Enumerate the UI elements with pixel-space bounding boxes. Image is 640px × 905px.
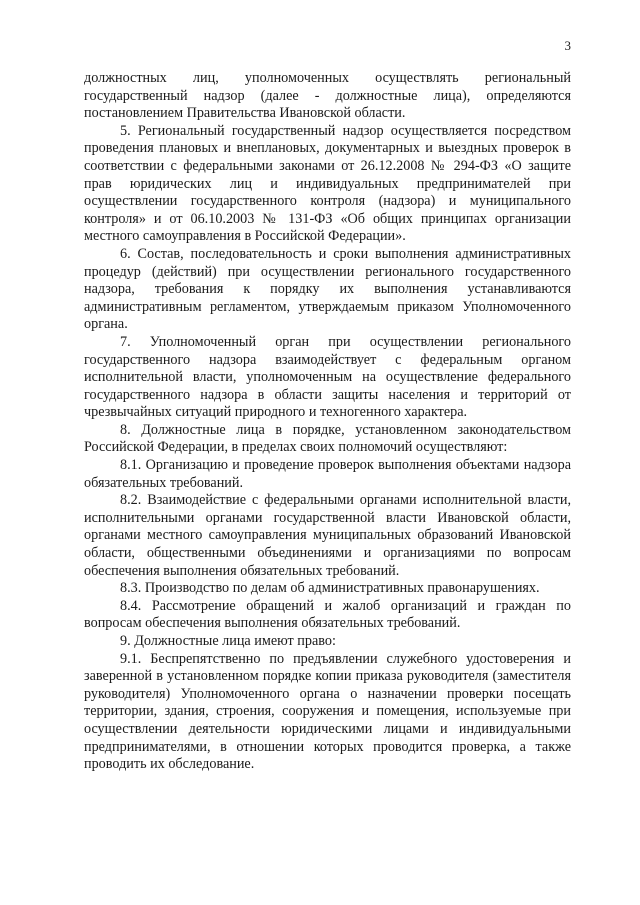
paragraph-9-1: 9.1. Беспрепятственно по предъявлении служебного удостоверения и заверенной в установленном порядке копии приказа руководителя (заместителя руководителя) Уполномоченного органа о назначении проверки посещать территории, здания, строения, сооружения и помещения, используемые при осуществлении деятельности юридическими лицами и индивидуальными предпринимателями, в отношении которых проводится проверка, а также проводить их обследование. (84, 650, 571, 773)
paragraph-8-4: 8.4. Рассмотрение обращений и жалоб организаций и граждан по вопросам обеспечения выполнения обязательных требований. (84, 597, 571, 632)
paragraph-5: 5. Региональный государственный надзор осуществляется посредством проведения плановых и внеплановых, документарных и выездных проверок в соответствии с федеральными законами от 26.12.2008 № 294-ФЗ «О защите прав юридических лиц и индивидуальных предпринимателей при осуществлении государственного контроля (надзора) и муниципального контроля» и от 06.10.2003 № 131-ФЗ «Об общих принципах организации местного самоуправления в Российской Федерации». (84, 122, 571, 245)
paragraph-7: 7. Уполномоченный орган при осуществлении регионального государственного надзора взаимодействует с федеральным органом исполнительной власти, уполномоченным на осуществление федерального государственного надзора в области защиты населения и территорий от чрезвычайных ситуаций природного и техногенного характера. (84, 333, 571, 421)
document-body (84, 70, 571, 774)
paragraph-continuation: должностных лиц, уполномоченных осуществлять региональный государственный надзор (далее - должностные лица), определяются постановлением Правительства Ивановской области. (84, 70, 571, 122)
page-number: 3 (564, 38, 571, 53)
paragraph-8-1: 8.1. Организацию и проведение проверок выполнения объектами надзора обязательных требований. (84, 457, 571, 491)
paragraph-8-2: 8.2. Взаимодействие с федеральными органами исполнительной власти, исполнительными органами государственной власти Ивановской области, органами местного самоуправления муниципальных образований Ивановской области, общественными объединениями и организациями по вопросам обеспечения выполнения обязательных требований. (84, 492, 571, 579)
paragraph-8: 8. Должностные лица в порядке, установленном законодательством Российской Федерации, в пределах своих полномочий осуществляют: (84, 421, 571, 456)
paragraph-8-3: 8.3. Производство по делам об административных правонарушениях. (120, 580, 540, 597)
paragraph-9: 9. Должностные лица имеют право: (120, 633, 336, 649)
paragraph-6: 6. Состав, последовательность и сроки выполнения административных процедур (действий) при осуществлении регионального государственного надзора, требования к порядку их выполнения устанавливаются административным регламентом, утверждаемым приказом Уполномоченного органа. (84, 245, 571, 333)
